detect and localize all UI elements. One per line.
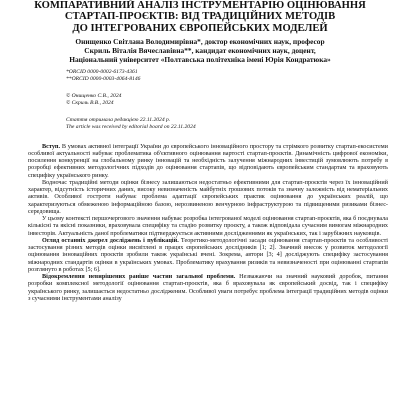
copyright-line: © Скриль В.В., 2024: [66, 99, 114, 106]
paragraph-text: В умовах активної інтеграції України до європейського інноваційного простору та стрімкого розвитку стартап-екосистеми особливої актуальності набуває проблематика об'єктивного оцінювання вартості стартап-проєктів. Динамічність цифрової економіки, посилення конкуренції на глобальному ринку інновацій та необхідність залучення міжнародних інвестицій зумовлюють потребу в розробці ефективних методологічних підходів до оцінювання стартапів, що відповідають європейським стандартам та враховують специфіку українського ринку.: [28, 142, 388, 179]
paragraph-introduction: [28, 143, 388, 179]
orcid-block: [8, 69, 392, 83]
paper-title: [8, 0, 392, 34]
paragraph-text: Водночас традиційні методи оцінки бізнесу залишаються недостатньо ефективними для стартап-проєктів через їх інноваційний характер, відсутність історичних даних, високу невизначеність майбутніх грошових потоків та значну залежність від нематеріальних активів. Особливої гостроти набуває проблема адаптації європейських практик оцінювання до українських реалій, що характеризуються обмеженою інформаційною базою, нерозвиненою венчурною інфраструктурою та підвищеними ризиками бізнес-середовища.: [28, 178, 388, 215]
author-line: Скриль Віталія Вячеславівна**, кандидат економічних наук, доцент,: [84, 46, 316, 56]
title-line: КОМПАРАТИВНИЙ АНАЛІЗ ІНСТРУМЕНТАРІЮ ОЦІНЮВАННЯ: [34, 0, 366, 11]
affiliation-line: Національний університет «Полтавська політехніка імені Юрія Кондратюка»: [69, 55, 331, 65]
copyright-block: [8, 93, 392, 107]
received-date-en: The article was received by editorial board on 22.11.2024: [66, 123, 196, 130]
copyright-line: © Онищенко С.В., 2024: [66, 92, 122, 99]
paragraph-text: У цьому контексті першочергового значення набуває розробка інтегрованої моделі оцінювання стартап-проєктів, яка б поєднувала кількісні та якісні показники, враховувала специфіку та стадію розвитку проєкту, а також відповідала сучасним вимогам міжнародних інвесторів. Актуальність даної проблематики підтверджується активними дослідженнями як українських, так і зарубіжних науковців.: [28, 215, 388, 237]
section-lead-literature-review: Огляд останніх джерел досліджень і публікацій.: [42, 236, 179, 244]
title-line: ДО ІНТЕГРОВАНИХ ЄВРОПЕЙСЬКИХ МОДЕЛЕЙ: [72, 22, 328, 34]
title-line: СТАРТАП-ПРОЄКТІВ: ВІД ТРАДИЦІЙНИХ МЕТОДІВ: [64, 11, 336, 23]
paragraph-literature-review: [28, 237, 388, 273]
author-block: [8, 37, 392, 64]
article-body: [8, 143, 392, 303]
paragraph-traditional-methods: [28, 179, 388, 215]
paragraph-text: Незважаючи на значний науковий доробок, питання розробки комплексної методології оцінювання стартап-проєктів, яка б враховувала як європейський досвід, так і специфіку українського ринку, залишається недостатньо дослідженим. Особливої уваги потребує проблема інтеграції традиційних методів оцінки з сучасними інструментами аналізу: [28, 273, 388, 302]
paragraph-unresolved-problems: [28, 273, 388, 302]
received-date-ua: Стаття отримала редакцією 22.11.2024 р.: [66, 116, 171, 123]
author-line: Онищенко Світлана Володимирівна*, доктор економічних наук, професор: [75, 37, 325, 47]
paragraph-text: Теоретико-методологічні засади оцінювання стартап-проєктів та особливості застосування різних методів оцінки висвітлені в працях європейських дослідників [1; 2]. Значний внесок у розвиток методології оцінювання інноваційних проєктів зробили також українські вчені. Зокрема, автори [3; 4] досліджують специфіку застосування міжнародних стандартів оцінки в українських умовах. Проблематику врахування ризиків та невизначеності при оцінюванні стартапів розглянуто в роботах [5; 6].: [28, 236, 388, 273]
received-dates: [8, 117, 392, 131]
orcid-line: **ORCID 0000-0003-4064-8146: [66, 76, 141, 83]
orcid-line: *ORCID 0000-0002-6173-4361: [66, 69, 138, 76]
paragraph-integrated-model: [28, 215, 388, 237]
section-lead-unresolved-problems: Відокремлення невирішених раніше частин загальної проблеми.: [42, 273, 236, 281]
section-lead-introduction: Вступ.: [42, 142, 61, 150]
